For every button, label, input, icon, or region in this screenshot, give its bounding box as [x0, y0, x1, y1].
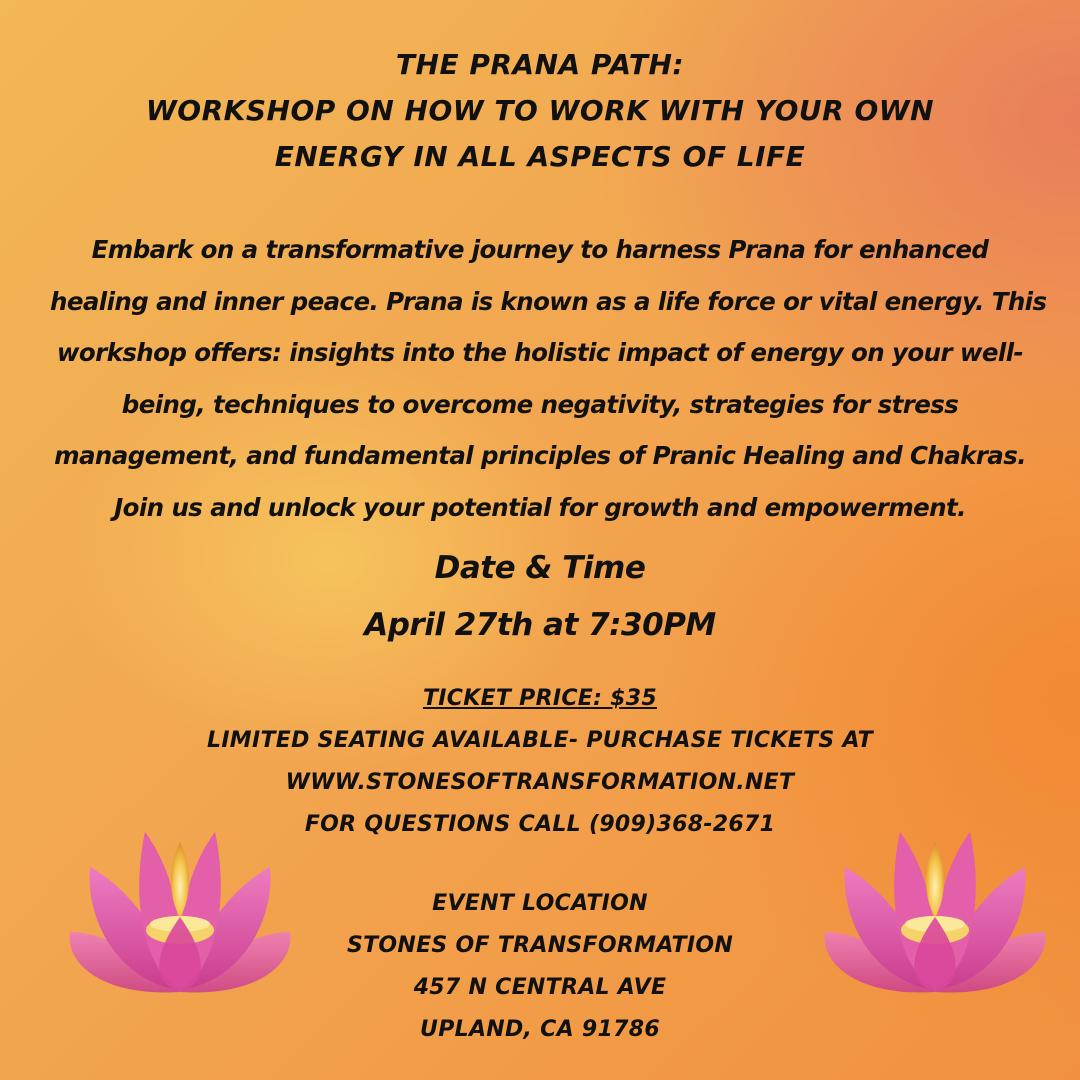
title-line-1: THE PRANA PATH:: [395, 48, 685, 81]
questions-phone: FOR QUESTIONS CALL (909)368-2671: [304, 812, 776, 837]
date-time-value: April 27th at 7:30PM: [364, 607, 716, 643]
location-city: UPLAND, CA 91786: [420, 1017, 660, 1042]
title-line-3: ENERGY IN ALL ASPECTS OF LIFE: [274, 140, 806, 173]
description-line-3: workshop offers: insights into the holistic impact of energy on your well-: [56, 338, 1024, 367]
event-title: [0, 42, 1080, 180]
event-description: [50, 224, 1047, 533]
description-line-2: healing and inner peace. Prana is known as a life force or vital energy. This: [50, 286, 1047, 316]
description-line-6: Join us and unlock your potential for growth and empowerment.: [114, 492, 966, 522]
date-time-heading: Date & Time: [434, 550, 646, 586]
website-link[interactable]: WWW.STONESOFTRANSFORMATION.NET: [285, 770, 795, 795]
location-street: 457 N CENTRAL AVE: [413, 975, 667, 1000]
location-name: STONES OF TRANSFORMATION: [346, 933, 734, 958]
lotus-candle-icon: [60, 812, 300, 1012]
lotus-candle-icon: [815, 812, 1055, 1012]
location-heading: EVENT LOCATION: [432, 891, 648, 916]
description-line-4: being, techniques to overcome negativity, strategies for stress: [121, 389, 959, 419]
title-line-2: WORKSHOP ON HOW TO WORK WITH YOUR OWN: [145, 94, 935, 127]
date-time-section: [0, 540, 1080, 654]
description-line-1: Embark on a transformative journey to harness Prana for enhanced: [91, 235, 989, 264]
seating-note: LIMITED SEATING AVAILABLE- PURCHASE TICKETS AT: [207, 728, 873, 753]
description-line-5: management, and fundamental principles of Pranic Healing and Chakras.: [54, 441, 1026, 470]
ticket-price: TICKET PRICE: $35: [423, 686, 657, 711]
